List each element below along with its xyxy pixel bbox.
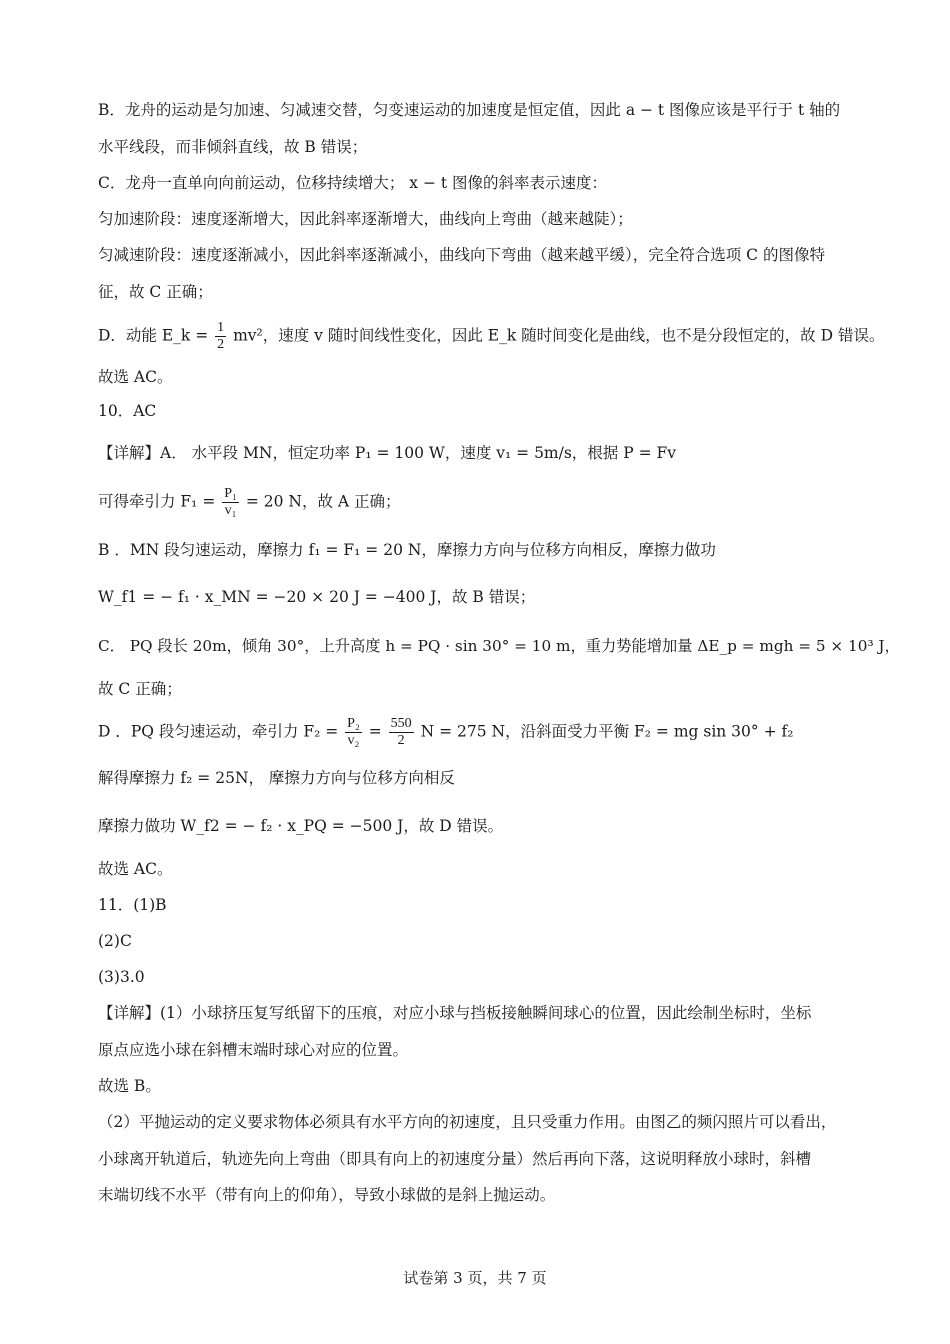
formula-text: N = 275 N，沿斜面受力平衡 F₂ = mg sin 30° + f₂ xyxy=(415,722,794,741)
text-line: B．龙舟的运动是匀加速、匀减速交替，匀变速运动的加速度是恒定值，因此 a − t 图像应该是平行于 t 轴的 xyxy=(98,101,841,119)
text-line: 末端切线不水平（带有向上的仰角），导致小球做的是斜上抛运动。 xyxy=(98,1186,556,1204)
text-line: 故选 B。 xyxy=(98,1077,161,1095)
fraction xyxy=(389,716,414,749)
text-line: 【详解】A． 水平段 MN，恒定功率 P₁ = 100 W，速度 v₁ = 5m/s，根据 P = Fv xyxy=(98,444,677,462)
text-line: 故选 AC。 xyxy=(98,860,173,878)
answer-line: (2)C xyxy=(98,932,132,950)
text-line: C． PQ 段长 20m，倾角 30°，上升高度 h = PQ · sin 30° = 10 m，重力势能增加量 ΔE_p = mgh = 5 × 10³ J， xyxy=(98,637,900,655)
text-line: 【详解】(1）小球挤压复写纸留下的压痕，对应小球与挡板接触瞬间球心的位置，因此绘制坐标时，坐标 xyxy=(98,1004,812,1022)
text-line: 水平线段，而非倾斜直线，故 B 错误； xyxy=(98,138,368,156)
formula-line-pq-traction xyxy=(98,716,793,749)
formula-text: = 20 N，故 A 正确； xyxy=(240,492,401,511)
formula-line-kinetic-energy xyxy=(98,320,884,353)
question-number: 11．(1)B xyxy=(98,896,167,914)
fraction-numerator: 1 xyxy=(217,320,225,335)
text-line: （2）平抛运动的定义要求物体必须具有水平方向的初速度，且只受重力作用。由图乙的频闪照片可以看出， xyxy=(98,1113,837,1131)
fraction-numerator: P₁ xyxy=(224,486,237,501)
text-line: B ．MN 段匀速运动，摩擦力 f₁ = F₁ = 20 N，摩擦力方向与位移方向相反，摩擦力做功 xyxy=(98,541,716,559)
text-line: 原点应选小球在斜槽末端时球心对应的位置。 xyxy=(98,1041,409,1059)
fraction-denominator: 2 xyxy=(217,337,225,352)
formula-text: = xyxy=(363,722,387,741)
text-line: 故选 AC。 xyxy=(98,368,173,386)
formula-text: D．动能 E_k = xyxy=(98,326,214,345)
text-line: C．龙舟一直单向向前运动，位移持续增大； x − t 图像的斜率表示速度： xyxy=(98,174,608,192)
text-line: 小球离开轨道后，轨迹先向上弯曲（即具有向上的初速度分量）然后再向下落，这说明释放小球时，斜槽 xyxy=(98,1150,812,1168)
text-line: 匀加速阶段：速度逐渐增大，因此斜率逐渐增大，曲线向上弯曲（越来越陡）； xyxy=(98,210,633,228)
formula-line-traction-force xyxy=(98,486,401,519)
fraction-numerator: P₂ xyxy=(347,716,360,731)
answer-line: (3)3.0 xyxy=(98,968,145,986)
text-line: 匀减速阶段：速度逐渐减小，因此斜率逐渐减小，曲线向下弯曲（越来越平缓），完全符合选项 C 的图像特 xyxy=(98,246,825,264)
fraction xyxy=(215,320,226,353)
formula-text: D ．PQ 段匀速运动，牵引力 F₂ = xyxy=(98,722,344,741)
text-line: 征，故 C 正确； xyxy=(98,283,213,301)
fraction xyxy=(345,716,362,749)
formula-text: 可得牵引力 F₁ = xyxy=(98,492,221,511)
fraction-denominator: v₂ xyxy=(347,733,360,748)
text-line: 摩擦力做功 W_f2 = − f₂ · x_PQ = −500 J，故 D 错误。 xyxy=(98,817,504,835)
text-line: 解得摩擦力 f₂ = 25N， 摩擦力方向与位移方向相反 xyxy=(98,769,455,787)
formula-text: mv²，速度 v 随时间线性变化，因此 E_k 随时间变化是曲线，也不是分段恒定的，故 D 错误。 xyxy=(228,326,885,345)
fraction-numerator: 550 xyxy=(390,716,412,731)
fraction xyxy=(222,486,239,519)
text-line: W_f1 = − f₁ · x_MN = −20 × 20 J = −400 J，故 B 错误； xyxy=(98,588,536,606)
text-line: 故 C 正确； xyxy=(98,680,182,698)
question-number: 10．AC xyxy=(98,402,157,420)
fraction-denominator: v₁ xyxy=(224,503,237,518)
fraction-denominator: 2 xyxy=(397,733,405,748)
page-footer: 试卷第 3 页，共 7 页 xyxy=(403,1269,547,1287)
